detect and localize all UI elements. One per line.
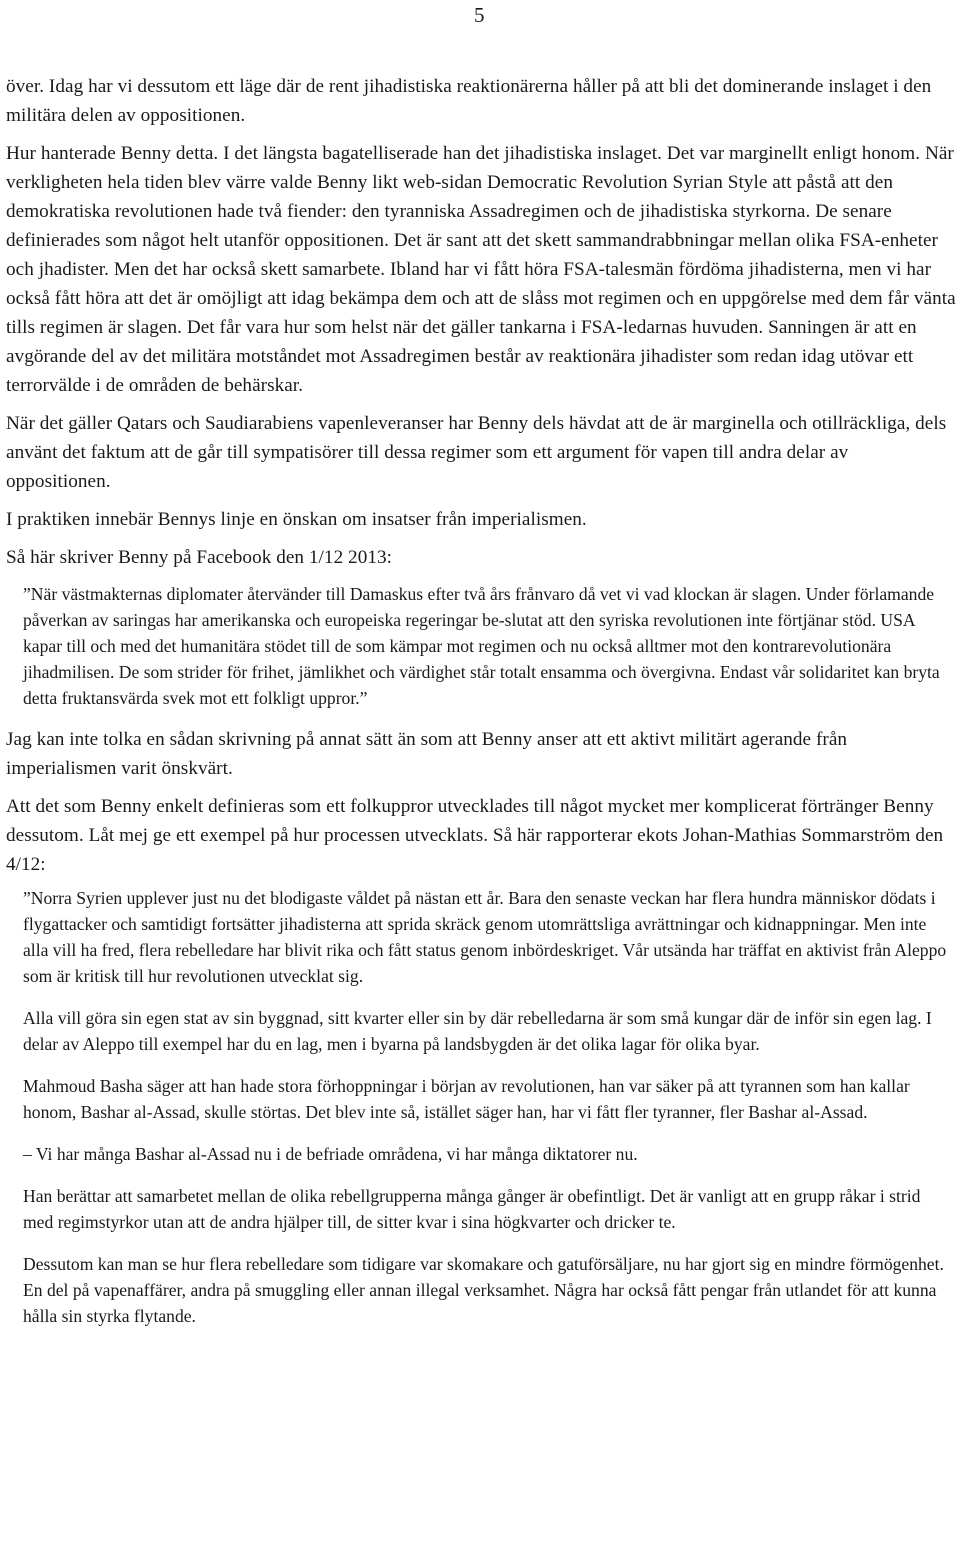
body-section-a [6,72,956,572]
body-paragraph: Jag kan inte tolka en sådan skrivning på annat sätt än som att Benny anser att ett aktivt militärt agerande från imperialismen varit önskvärt. [6,729,848,779]
quote-paragraph: Mahmoud Basha säger att han hade stora förhoppningar i början av revolutionen, han var säker på att tyrannen som han kallar honom, Bashar al-Assad, skulle störtas. Det blev inte så, istället säger han, har vi fått fler tyranner, fler Bashar al-Assad. [23,1076,910,1122]
body-paragraph: När det gäller Qatars och Saudiarabiens vapenleveranser har Benny dels hävdat att de är marginella och otillräckliga, dels använt det faktum att de går till sympatisörer till dessa regimer som ett argument för vapen till andra delar av oppositionen. [6,413,947,492]
quote-paragraph: – Vi har många Bashar al-Assad nu i de befriade områdena, vi har många diktatorer nu. [23,1144,638,1164]
quote-paragraph: Han berättar att samarbetet mellan de olika rebellgrupperna många gånger är obefintligt. Det är vanligt att en grupp råkar i strid med regimstyrkor utan att de andra hjälper till, de sitter kvar i sina högkvarter och dricker te. [23,1186,921,1232]
document-body [6,72,956,1343]
body-paragraph: Hur hanterade Benny detta. I det längsta bagatelliserade han det jihadistiska inslaget. Det var marginellt enligt honom. När verkligheten hela tiden blev värre valde Benny likt web-sidan Democratic Revolution Syrian Style att påstå att den demokratiska revolutionen hade två fiender: den tyranniska Assadregimen och de jihadistiska styrkorna. De senare definierades som något helt utanför oppositionen. Det är sant att det skett sammandrabbningar mellan olika FSA-enheter och jhadister. Men det har också skett samarbete. Ibland har vi fått höra FSA-talesmän fördöma jihadisterna, men vi har också fått höra att det är omöjligt att idag bekämpa dem och att de slåss mot regimen och en uppgörelse med dem får vänta tills regimen är slagen. Det får vara hur som helst när det gäller tankarna i FSA-ledarnas huvuden. Sanningen är att en avgörande del av det militära motståndet mot Assadregimen består av reaktionära jihadister som redan idag utövar ett terrorvälde i de områden de behärskar. [6,143,956,396]
body-section-b [6,725,956,879]
quote-paragraph: ”Norra Syrien upplever just nu det blodigaste våldet på nästan ett år. Bara den senaste veckan har flera hundra människor dödats i flygattacker och samtidigt fortsätter jihadisterna att sprida skräck genom utomrättsliga avrättningar och kidnappningar. Men inte alla vill ha fred, flera rebelledare har blivit rika och fått status genom inbördeskriget. Vår utsända har träffat en aktivist från Aleppo som är kritisk till hur revolutionen utvecklat sig. [23,888,947,986]
body-paragraph: Så här skriver Benny på Facebook den 1/12 2013: [6,547,393,568]
radio-report-quote [23,885,955,1329]
body-paragraph: över. Idag har vi dessutom ett läge där de rent jihadistiska reaktionärerna håller på att bli det dominerande inslaget i den militära delen av oppositionen. [6,76,932,126]
quote-paragraph: ”När västmakternas diplomater återvänder till Damaskus efter två års frånvaro då vet vi vad klockan är slagen. Under förlamande påverkan av saringas har amerikanska och europeiska regeringar be-slutat att den syriska revolutionen inte förtjänar stöd. USA kapar till och med det humanitära stödet till de som kämpar mot regimen och nu också alltmer mot den kontrarevolutionära jihadmilisen. De som strider för frihet, jämlikhet och värdighet står totalt ensamma och övergivna. Endast vår solidaritet kan bryta detta fruktansvärda svek mot ett folkligt uppror.” [23,584,940,708]
quote-paragraph: Dessutom kan man se hur flera rebelledare som tidigare var skomakare och gatuförsäljare, nu har gjort sig en mindre förmögenhet. En del på vapenaffärer, andra på smuggling eller annan illegal verksamhet. Några har också fått pengar från utlandet för att kunna hålla sin styrka flytande. [23,1254,944,1326]
body-paragraph: Att det som Benny enkelt definieras som ett folkuppror utvecklades till något mycket mer komplicerat förtränger Benny dessutom. Låt mej ge ett exempel på hur processen utvecklats. Så här rapporterar ekots Johan-Mathias Sommarström den 4/12: [6,796,944,875]
quote-paragraph: Alla vill göra sin egen stat av sin byggnad, sitt kvarter eller sin by där rebelledarna är som små kungar där de inför sin egen lag. I delar av Aleppo till exempel har du en lag, men i byarna på landsbygden är det olika lagar för olika byar. [23,1008,932,1054]
page-number: 5 [474,3,485,27]
facebook-quote [23,581,955,711]
body-paragraph: I praktiken innebär Bennys linje en önskan om insatser från imperialismen. [6,509,587,530]
